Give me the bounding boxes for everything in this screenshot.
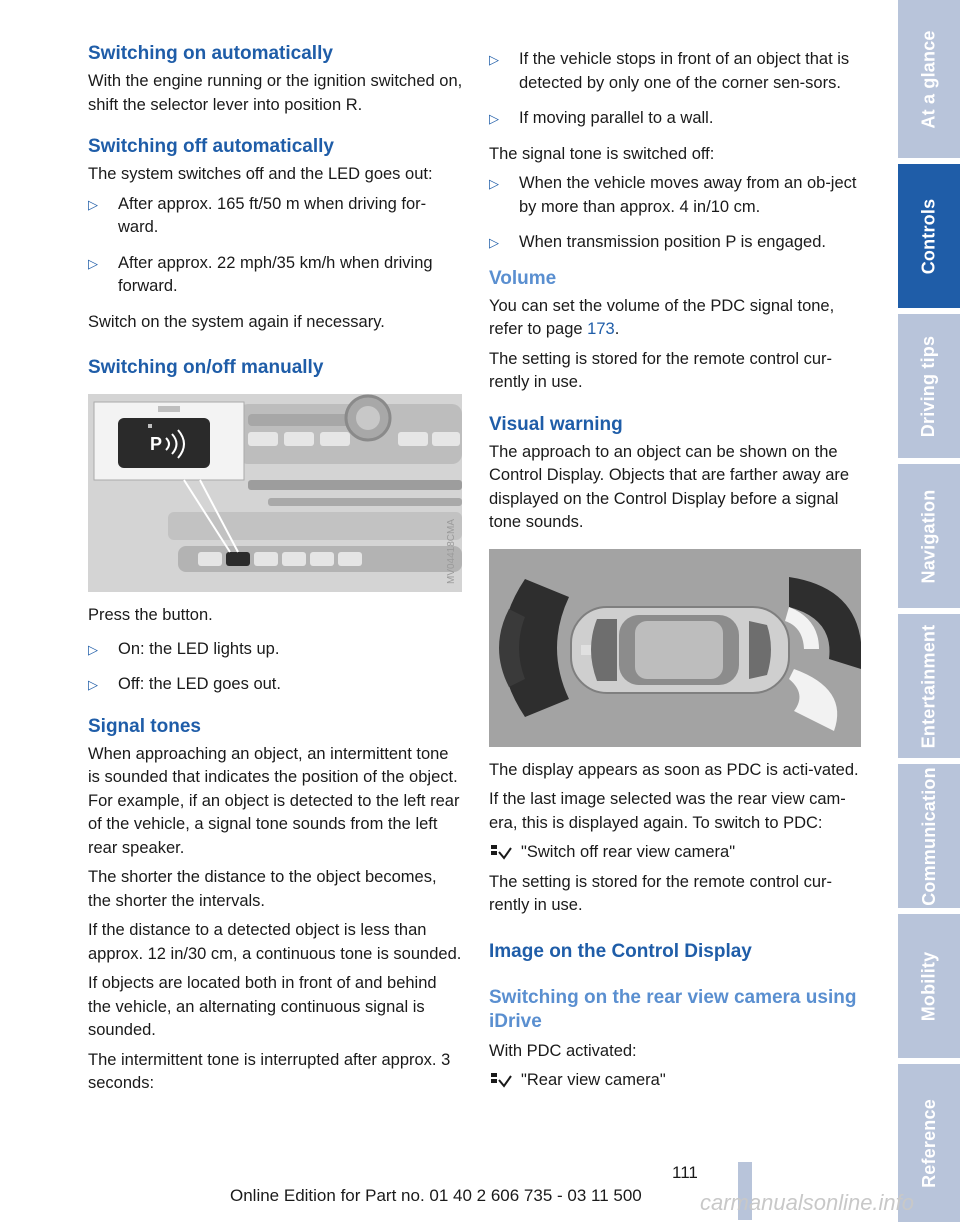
control-display-car-image [489,549,861,747]
bullet-triangle-icon: ▷ [88,641,98,657]
paragraph-press: Press the button. [88,606,213,624]
bullet-triangle-icon: ▷ [88,255,98,271]
tab-mobility[interactable]: Mobility [898,914,960,1058]
right-column [489,42,863,1093]
tone-off-list [489,172,863,255]
list-item: ▷ Off: the LED goes out. [88,673,464,697]
heading-volume: Volume [489,267,557,289]
bullet-triangle-icon: ▷ [489,111,499,126]
paragraph-on-auto: With the engine running or the ignition switched on, shift the selector lever into position R. [88,72,463,114]
heading-visual-warning: Visual warning [489,413,623,435]
page-number: 111 [672,1163,698,1182]
off-auto-list [88,193,464,299]
footer-text: Online Edition for Part no. 01 40 2 606 735 - 03 11 500 [230,1186,642,1205]
heading-switching-manually: Switching on/off manually [88,357,324,378]
paragraph-signal-5: The intermittent tone is interrupted after approx. 3 seconds: [88,1050,451,1092]
heading-signal-tones: Signal tones [88,715,201,737]
interrupt-list [489,48,863,131]
heading-switch-rear-camera: Switching on the rear view camera using iDrive [489,986,857,1032]
paragraph-with-pdc: With PDC activated: [489,1041,637,1060]
paragraph-signal-1: When approaching an object, an intermittent tone is sounded that indicates the position of the object. For example, if an object is detected to the left rear of the vehicle, a signal tone sounds from the left rear speaker. [88,744,460,857]
paragraph-last-image: If the last image selected was the rear view cam-era, this is displayed again. To switch to PDC: [489,790,846,832]
list-item: ▷ When transmission position P is engaged. [489,231,863,255]
paragraph-signal-2: The shorter the distance to the object becomes, the shorter the intervals. [88,868,437,910]
idrive-rear-view-camera: "Rear view camera" [489,1069,863,1093]
bullet-triangle-icon: ▷ [88,677,98,692]
tab-driving-tips[interactable]: Driving tips [898,314,960,458]
left-column [88,42,464,1096]
bullet-triangle-icon: ▷ [88,196,98,212]
paragraph-volume-stored: The setting is stored for the remote control cur-rently in use. [489,349,832,391]
watermark: carmanualsonline.info [700,1190,915,1215]
dashboard-illustration [88,394,462,592]
section-tabs [898,0,960,1222]
heading-switching-off-automatically: Switching off automatically [88,136,334,157]
paragraph-off-auto: The system switches off and the LED goes out: [88,165,433,183]
idrive-controller-icon [489,843,513,863]
paragraph-signal-3: If the distance to a detected object is less than approx. 12 in/30 cm, a continuous tone is sounded. [88,921,462,963]
bullet-triangle-icon: ▷ [489,52,499,67]
idrive-controller-icon [489,1071,513,1091]
tab-entertainment[interactable]: Entertainment [898,614,960,758]
tab-controls[interactable]: Controls [898,164,960,308]
paragraph-tone-off: The signal tone is switched off: [489,144,715,163]
paragraph-volume: You can set the volume of the PDC signal tone, refer to page 173. [489,296,835,338]
list-item: ▷ After approx. 22 mph/35 km/h when driving forward. [88,253,433,295]
paragraph-visual: The approach to an object can be shown on the Control Display. Objects that are farther away are displayed on the Control Display before a signal tone sounds. [489,442,850,531]
list-item: ▷ After approx. 165 ft/50 m when driving for-ward. [88,194,427,236]
paragraph-display-appears: The display appears as soon as PDC is acti-vated. [489,760,859,779]
manual-list [88,638,464,697]
pdc-button-photo [88,394,462,592]
tab-communication[interactable]: Communication [898,764,960,908]
list-item: ▷ If moving parallel to a wall. [489,107,863,131]
svg-text:P: P [150,434,163,454]
bullet-triangle-icon: ▷ [489,235,499,250]
idrive-switch-off-camera: "Switch off rear view camera" [489,841,863,865]
list-item: ▷ When the vehicle moves away from an ob-ject by more than approx. 4 in/10 cm. [489,174,857,216]
heading-image-control-display: Image on the Control Display [489,940,752,962]
bullet-triangle-icon: ▷ [489,176,499,191]
tab-navigation[interactable]: Navigation [898,464,960,608]
paragraph-stored-2: The setting is stored for the remote control cur-rently in use. [489,872,832,914]
image-code: MV04418CMA [446,518,457,584]
list-item: ▷ On: the LED lights up. [88,638,464,662]
heading-switching-on-automatically: Switching on automatically [88,43,333,64]
list-item: ▷ If the vehicle stops in front of an object that is detected by only one of the corner sen-sors. [489,50,850,92]
page-link-173[interactable]: 173 [587,320,615,338]
pdc-display-illustration [489,549,861,747]
paragraph-signal-4: If objects are located both in front of and behind the vehicle, an alternating continuous signal is sounded. [88,974,437,1039]
tab-at-a-glance[interactable]: At a glance [898,0,960,158]
paragraph-switch-again: Switch on the system again if necessary. [88,312,385,331]
tab-reference[interactable]: Reference [898,1064,960,1222]
